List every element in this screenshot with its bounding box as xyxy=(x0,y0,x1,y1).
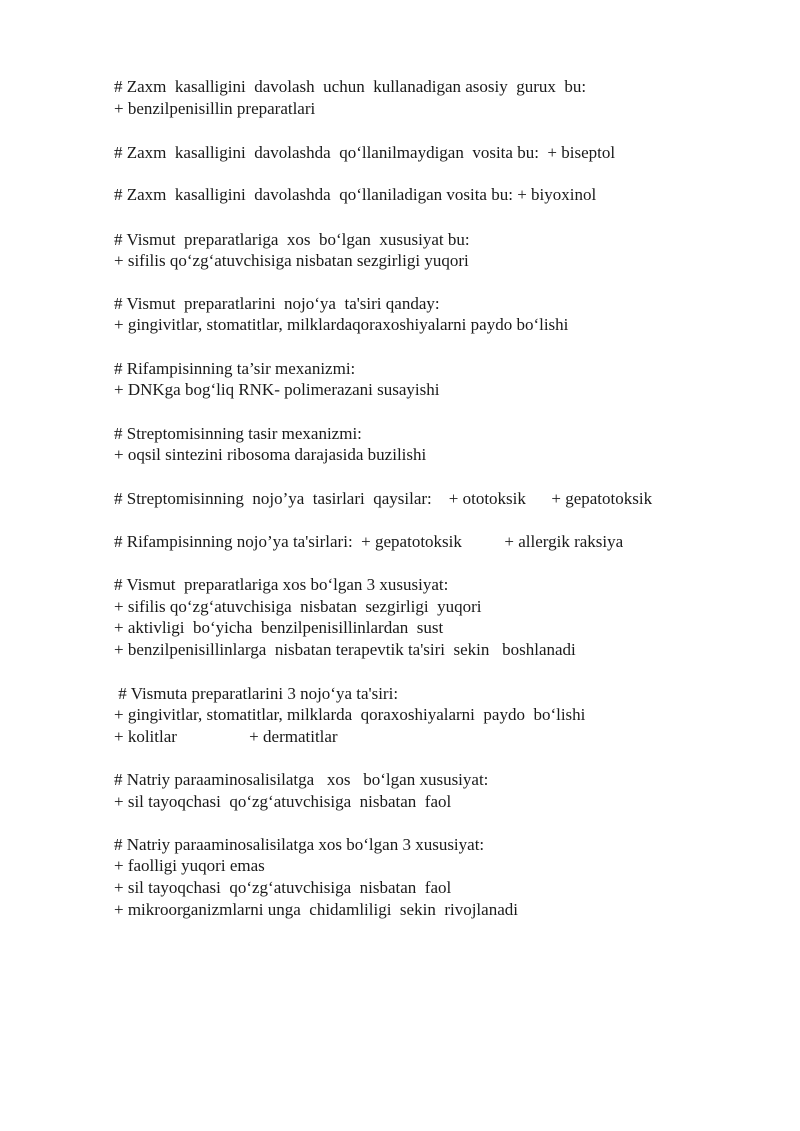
answer-text: + DNKga bog‘liq RNK- polimerazani susayishi xyxy=(114,380,440,399)
answer-text: + gingivitlar, stomatitlar, milklardaqoraxoshiyalarni paydo bo‘lishi xyxy=(114,315,569,334)
question-text: # Rifampisinning ta’sir mexanizmi: xyxy=(114,359,356,378)
question-text: # Vismuta preparatlarini 3 nojo‘ya ta'siri: xyxy=(114,684,399,703)
question-text: # Rifampisinning nojo’ya ta'sirlari: + gepatotoksik + allergik raksiya xyxy=(114,532,624,551)
answer-text: + kolitlar + dermatitlar xyxy=(114,727,338,746)
question-text: # Streptomisinning nojo’ya tasirlari qaysilar: + ototoksik + gepatotoksik xyxy=(114,489,653,508)
answer-text: + mikroorganizmlarni unga chidamliligi sekin rivojlanadi xyxy=(114,900,518,919)
answer-text: + sifilis qo‘zg‘atuvchisiga nisbatan sezgirligi yuqori xyxy=(114,251,469,270)
question-text: # Vismut preparatlarini nojo‘ya ta'siri qanday: xyxy=(114,294,440,313)
question-text: # Natriy paraaminosalisilatga xos bo‘lgan 3 xususiyat: xyxy=(114,835,485,854)
question-text: # Vismut preparatlariga xos bo‘lgan 3 xususiyat: xyxy=(114,575,449,594)
answer-text: + sil tayoqchasi qo‘zg‘atuvchisiga nisbatan faol xyxy=(114,878,452,897)
question-text: # Zaxm kasalligini davolash uchun kullanadigan asosiy gurux bu: xyxy=(114,77,587,96)
answer-text: + oqsil sintezini ribosoma darajasida buzilishi xyxy=(114,445,427,464)
answer-text: + sil tayoqchasi qo‘zg‘atuvchisiga nisbatan faol xyxy=(114,792,452,811)
question-text: # Vismut preparatlariga xos bo‘lgan xususiyat bu: xyxy=(114,230,470,249)
question-text: # Natriy paraaminosalisilatga xos bo‘lgan xususiyat: xyxy=(114,770,489,789)
answer-text: + faolligi yuqori emas xyxy=(114,856,265,875)
answer-text: + sifilis qo‘zg‘atuvchisiga nisbatan sezgirligi yuqori xyxy=(114,597,482,616)
answer-text: + aktivligi bo‘yicha benzilpenisillinlardan sust xyxy=(114,618,444,637)
answer-text: + benzilpenisillin preparatlari xyxy=(114,99,316,118)
question-text: # Zaxm kasalligini davolashda qo‘llaniladigan vosita bu: + biyoxinol xyxy=(114,185,597,204)
answer-text: + gingivitlar, stomatitlar, milklarda qoraxoshiyalarni paydo bo‘lishi xyxy=(114,705,586,724)
answer-text: + benzilpenisillinlarga nisbatan terapevtik ta'siri sekin boshlanadi xyxy=(114,640,576,659)
question-text: # Streptomisinning tasir mexanizmi: xyxy=(114,424,362,443)
question-text: # Zaxm kasalligini davolashda qo‘llanilmaydigan vosita bu: + biseptol xyxy=(114,143,616,162)
